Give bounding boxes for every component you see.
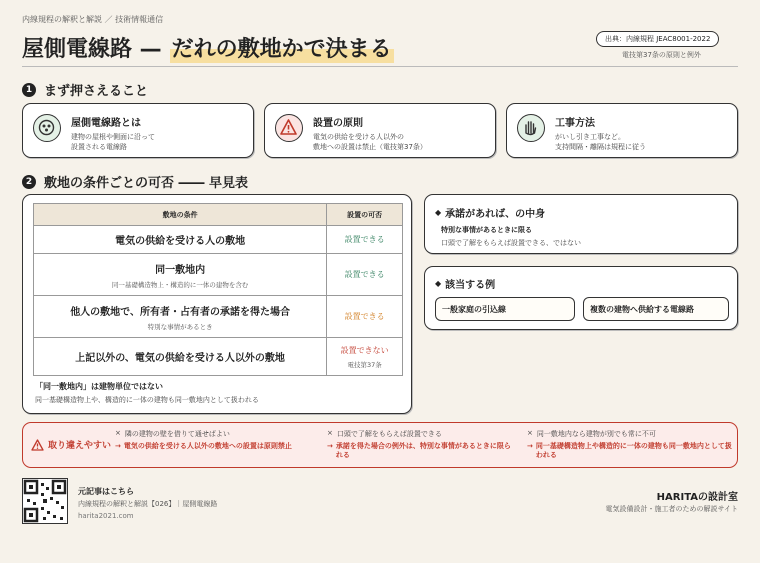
result-note: 電技第37条 (347, 360, 382, 369)
mistake-wrong: 同一敷地内なら建物が別でも常に不可 (536, 430, 656, 438)
mistake-item (115, 429, 315, 451)
title-main: 屋側電線路 — (22, 37, 162, 62)
arrow-right-icon: → (527, 442, 533, 450)
cross-icon: × (527, 429, 533, 437)
card-desc: 電気の供給を受ける人以外の 敷地への設置は禁止（電技第37条） (313, 133, 427, 152)
result-text: 設置できる (344, 312, 385, 321)
condition-text: 上記以外の、電気の供給を受ける人以外の敷地 (75, 353, 285, 364)
warning-icon (275, 114, 303, 142)
cross-icon: × (327, 429, 333, 437)
result-text: 設置できない (340, 345, 389, 355)
arrow-right-icon: → (115, 442, 121, 450)
condition-text: 同一敷地内 (155, 264, 206, 276)
condition-text: 電気の供給を受ける人の敷地 (115, 236, 246, 247)
examples-title-text: 該当する例 (445, 280, 496, 291)
source-badge: 出典：内線規程 JEAC8001-2022 (596, 31, 719, 47)
section2-heading (22, 172, 248, 191)
mistakes-label (31, 438, 111, 451)
mistake-right: 電気の供給を受ける人以外の敷地への設置は原則禁止 (123, 442, 292, 450)
table-note-body: 同一基礎構造物上や、構造的に一体の建物も同一敷地内として扱われる (35, 396, 259, 404)
table-header-condition: 敷地の条件 (34, 204, 327, 226)
table-header-result: 設置の可否 (327, 204, 403, 226)
breadcrumb: 内線規程の解釈と解説 ／ 技術情報通信 (22, 15, 164, 24)
condition-text: 他人の敷地で、所有者・占有者の承諾を得た場合 (70, 306, 290, 318)
warning-icon (31, 439, 44, 451)
mistake-right: 承諾を得た場合の例外は、特別な事情があるときに限られる (335, 442, 511, 460)
result-text: 設置できる (344, 270, 385, 279)
qr-desc: 内線規程の解釈と解説【026】｜屋側電線路 (78, 500, 218, 508)
condition-subtext: 特別な事情があるとき (147, 322, 213, 331)
mistake-wrong: 口頭で了解をもらえば設置できる (336, 430, 442, 438)
source-note: 電技第37条の原則と例外 (622, 51, 701, 59)
mistakes-banner (22, 422, 738, 468)
card-principle (264, 103, 496, 158)
qr-url[interactable]: harita2021.com (78, 512, 134, 520)
result-text: 設置できる (344, 235, 385, 244)
examples-title (435, 276, 495, 291)
mistake-item (327, 429, 517, 460)
examples-box (424, 266, 738, 330)
card-definition (22, 103, 254, 158)
brand-sub: 電気設備設計・施工者のための解説サイト (605, 505, 738, 513)
hand-icon (517, 114, 545, 142)
qr-title: 元記事はこちら (78, 487, 134, 496)
example-item: 複数の建物へ供給する電線路 (583, 297, 729, 321)
page-title (22, 32, 394, 63)
card-title: 設置の原則 (313, 118, 363, 129)
cross-icon: × (115, 429, 121, 437)
condition-table (33, 203, 403, 376)
consent-box (424, 194, 738, 254)
cable-icon (33, 114, 61, 142)
condition-table-card (22, 194, 412, 414)
consent-subtitle: 特別な事情があるときに限る (441, 226, 532, 234)
consent-body: 口頭で了解をもらえば設置できる、ではない (441, 239, 581, 247)
table-row (34, 254, 403, 296)
brand-name: HARITAの設計室 (656, 492, 738, 503)
table-row (34, 296, 403, 338)
mistakes-label-text: 取り違えやすい (48, 441, 112, 451)
section2-title: 敷地の条件ごとの可否 ―― 早見表 (44, 176, 249, 191)
table-note-title: 「同一敷地内」は建物単位ではない (35, 382, 163, 391)
diamond-icon: ◆ (435, 279, 442, 288)
consent-title (435, 205, 545, 220)
section1-title: まず押さえること (44, 84, 149, 99)
condition-subtext: 同一基礎構造物上・構造的に一体の建物を含む (111, 280, 249, 289)
title-highlight: だれの敷地かで決まる (170, 32, 394, 63)
section1-number: 1 (22, 83, 36, 97)
card-desc: 建物の屋根や側面に沿って 設置される電線路 (71, 133, 155, 152)
section1-heading (22, 80, 148, 99)
mistake-item (527, 429, 733, 460)
mistake-right: 同一基礎構造物上や構造的に一体の建物も同一敷地内として扱われる (535, 442, 732, 460)
card-method (506, 103, 738, 158)
table-row (34, 226, 403, 254)
card-desc: がいし引き工事など。 支持間隔・離隔は規程に従う (555, 133, 646, 152)
header-divider (22, 66, 738, 67)
card-title: 屋側電線路とは (71, 118, 141, 129)
diamond-icon: ◆ (435, 208, 442, 217)
arrow-right-icon: → (327, 442, 333, 450)
section2-number: 2 (22, 175, 36, 189)
mistake-wrong: 隣の建物の壁を借りて通せばよい (124, 430, 230, 438)
table-row (34, 338, 403, 376)
card-title: 工事方法 (555, 118, 595, 129)
example-item: 一般家庭の引込線 (435, 297, 575, 321)
qr-code[interactable] (22, 478, 68, 524)
consent-title-text: 承諾があれば、の中身 (445, 209, 546, 220)
